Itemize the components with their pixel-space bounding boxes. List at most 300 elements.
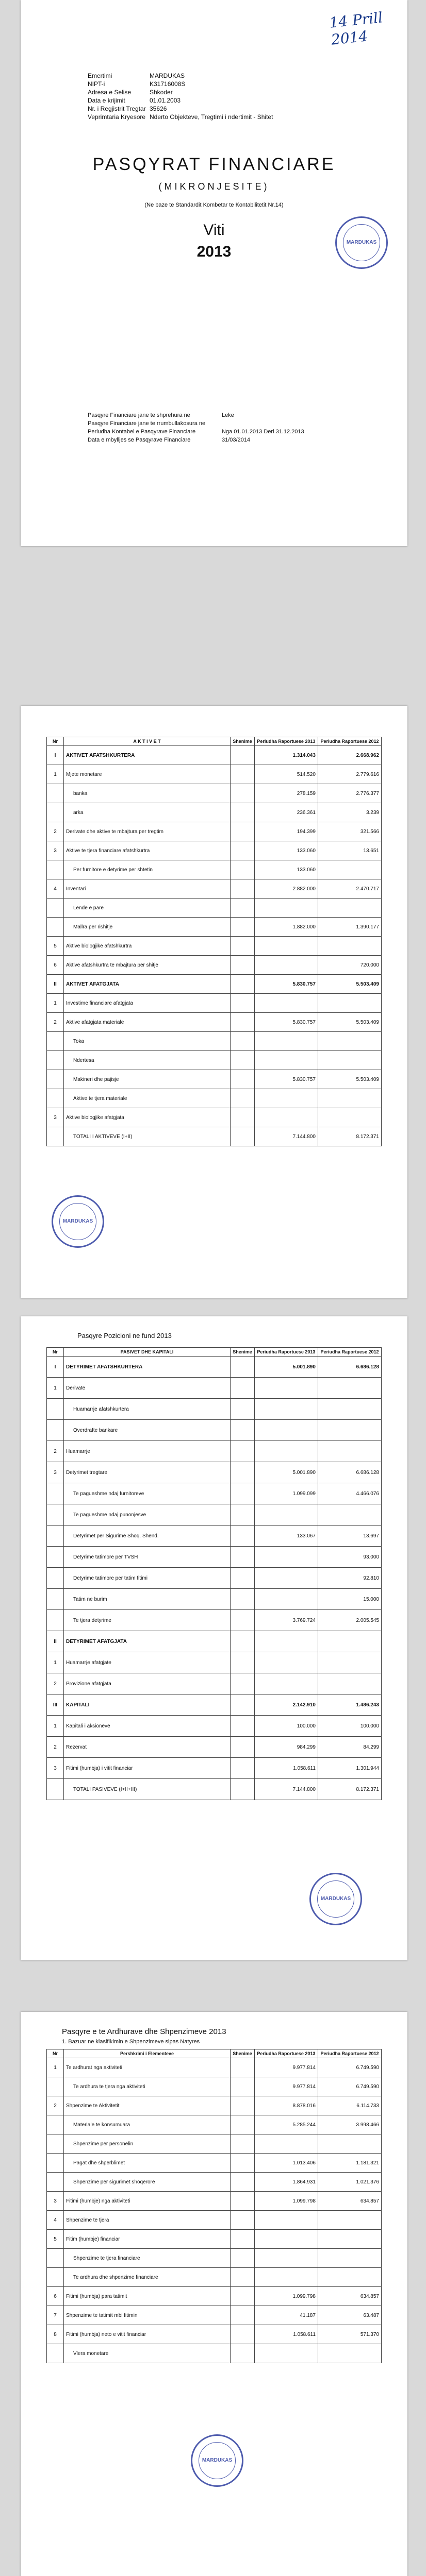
company-field-key: NIPT-i bbox=[88, 80, 105, 88]
table-cell bbox=[318, 2249, 381, 2268]
table-cell: 8.172.371 bbox=[318, 1127, 381, 1146]
column-header: Shenime bbox=[231, 2049, 255, 2058]
table-cell bbox=[47, 1127, 64, 1146]
column-header: Periudha Raportuese 2012 bbox=[318, 2049, 381, 2058]
table-row bbox=[47, 2287, 382, 2306]
table-cell: Derivate dhe aktive te mbajtura per tregtim bbox=[64, 822, 231, 841]
handwritten-note: 14 Prill 2014 bbox=[328, 9, 384, 48]
table-cell: Te tjera detyrime bbox=[64, 1610, 231, 1631]
table-row bbox=[47, 860, 382, 879]
company-field-value: K31716008S bbox=[150, 80, 186, 88]
table-row bbox=[47, 1737, 382, 1758]
table-cell bbox=[231, 2249, 255, 2268]
table-cell bbox=[254, 1568, 318, 1589]
table-cell bbox=[254, 1420, 318, 1441]
column-header: Periudha Raportuese 2013 bbox=[254, 2049, 318, 2058]
period-field-value: 31/03/2014 bbox=[222, 437, 251, 443]
table-cell: 100.000 bbox=[254, 1716, 318, 1737]
company-field-row bbox=[88, 72, 273, 80]
period-field-key: Pasqyre Financiare jane te rrumbullakosura ne bbox=[88, 420, 206, 427]
table-cell bbox=[318, 1108, 381, 1127]
table-cell: Mjete monetare bbox=[64, 765, 231, 784]
income-subcaption: 1. Bazuar ne klasifikimin e Shpenzimeve sipas Natyres bbox=[62, 2039, 200, 2045]
table-cell bbox=[231, 860, 255, 879]
table-cell: Fitimi (humbja) neto e vitit financiar bbox=[64, 2325, 231, 2344]
table-cell: 5.830.757 bbox=[254, 1070, 318, 1089]
table-cell bbox=[318, 899, 381, 918]
table-cell: arka bbox=[64, 803, 231, 822]
table-cell bbox=[231, 1716, 255, 1737]
table-cell bbox=[318, 1504, 381, 1526]
table-row bbox=[47, 841, 382, 860]
table-cell: 63.487 bbox=[318, 2306, 381, 2325]
table-cell bbox=[231, 1420, 255, 1441]
table-cell: 41.187 bbox=[254, 2306, 318, 2325]
document-title: PASQYRAT FINANCIARE bbox=[92, 155, 336, 174]
table-cell: Shpenzime te Aktivitetit bbox=[64, 2096, 231, 2115]
company-stamp: MARDUKAS bbox=[52, 1195, 104, 1248]
table-cell bbox=[231, 899, 255, 918]
table-row bbox=[47, 1399, 382, 1420]
table-cell: Shpenzime te tjera financiare bbox=[64, 2249, 231, 2268]
table-cell bbox=[318, 2344, 381, 2363]
table-cell bbox=[47, 1420, 64, 1441]
table-row bbox=[47, 1357, 382, 1378]
table-cell: Tatim ne burim bbox=[64, 1589, 231, 1610]
table-cell: 1.486.243 bbox=[318, 1694, 381, 1716]
company-stamp: MARDUKAS bbox=[309, 1873, 362, 1925]
company-field-row bbox=[88, 89, 273, 97]
table-cell bbox=[231, 994, 255, 1013]
table-cell bbox=[47, 1483, 64, 1504]
table-row bbox=[47, 2344, 382, 2363]
table-cell bbox=[231, 1357, 255, 1378]
table-cell bbox=[47, 1779, 64, 1800]
column-header: Periudha Raportuese 2013 bbox=[254, 737, 318, 746]
column-header: Shenime bbox=[231, 1348, 255, 1357]
table-cell bbox=[47, 2077, 64, 2096]
table-cell bbox=[47, 1547, 64, 1568]
table-cell: 1 bbox=[47, 1716, 64, 1737]
table-cell: 5 bbox=[47, 937, 64, 956]
table-cell bbox=[47, 2344, 64, 2363]
table-cell: 1.099.099 bbox=[254, 1483, 318, 1504]
table-row bbox=[47, 2192, 382, 2211]
table-cell: 1 bbox=[47, 1652, 64, 1673]
table-cell: Fitim (humbje) financiar bbox=[64, 2230, 231, 2249]
table-cell bbox=[231, 841, 255, 860]
table-cell: 3.769.724 bbox=[254, 1610, 318, 1631]
table-cell bbox=[318, 1399, 381, 1420]
balance-assets-page bbox=[21, 706, 407, 1298]
table-cell: Te ardhurat nga aktiviteti bbox=[64, 2058, 231, 2077]
table-cell bbox=[318, 2230, 381, 2249]
table-cell: Te ardhura dhe shpenzime financiare bbox=[64, 2268, 231, 2287]
table-cell bbox=[231, 975, 255, 994]
table-cell: Shpenzime te tatimit mbi fitimin bbox=[64, 2306, 231, 2325]
table-cell bbox=[254, 2268, 318, 2287]
period-info bbox=[88, 412, 304, 445]
table-row bbox=[47, 2230, 382, 2249]
table-cell: 4 bbox=[47, 879, 64, 899]
table-cell bbox=[231, 1127, 255, 1146]
table-row bbox=[47, 899, 382, 918]
table-cell: Investime financiare afatgjata bbox=[64, 994, 231, 1013]
table-cell bbox=[231, 2211, 255, 2230]
table-cell: 7 bbox=[47, 2306, 64, 2325]
table-cell bbox=[231, 2287, 255, 2306]
table-cell: 1.882.000 bbox=[254, 918, 318, 937]
table-cell: DETYRIMET AFATGJATA bbox=[64, 1631, 231, 1652]
table-row bbox=[47, 1568, 382, 1589]
table-row bbox=[47, 1127, 382, 1146]
table-row bbox=[47, 1526, 382, 1547]
table-cell bbox=[231, 2077, 255, 2096]
table-cell: Huamarrje afatshkurtera bbox=[64, 1399, 231, 1420]
table-cell: 13.697 bbox=[318, 1526, 381, 1547]
table-cell: 100.000 bbox=[318, 1716, 381, 1737]
table-cell bbox=[231, 1378, 255, 1399]
table-cell bbox=[254, 1378, 318, 1399]
table-cell bbox=[254, 899, 318, 918]
table-row bbox=[47, 803, 382, 822]
table-row bbox=[47, 1694, 382, 1716]
table-cell bbox=[254, 1673, 318, 1694]
table-cell: 5.503.409 bbox=[318, 975, 381, 994]
table-cell: 93.000 bbox=[318, 1547, 381, 1568]
table-cell bbox=[231, 2230, 255, 2249]
table-row bbox=[47, 1462, 382, 1483]
table-cell bbox=[47, 2115, 64, 2134]
table-cell: 2.470.717 bbox=[318, 879, 381, 899]
table-cell bbox=[47, 1051, 64, 1070]
table-cell: 6 bbox=[47, 2287, 64, 2306]
table-cell bbox=[231, 956, 255, 975]
table-cell bbox=[47, 803, 64, 822]
table-cell bbox=[318, 1089, 381, 1108]
assets-table bbox=[46, 737, 382, 1146]
table-cell bbox=[254, 2134, 318, 2154]
column-header: PASIVET DHE KAPITALI bbox=[64, 1348, 231, 1357]
table-cell: 236.361 bbox=[254, 803, 318, 822]
table-row bbox=[47, 1610, 382, 1631]
table-row bbox=[47, 2268, 382, 2287]
table-cell: Overdrafte bankare bbox=[64, 1420, 231, 1441]
table-row bbox=[47, 2211, 382, 2230]
table-header-row bbox=[47, 2049, 382, 2058]
balance-liabilities-page bbox=[21, 1316, 407, 1960]
table-row bbox=[47, 784, 382, 803]
table-cell: 2.668.962 bbox=[318, 746, 381, 765]
table-cell: 194.399 bbox=[254, 822, 318, 841]
table-cell bbox=[231, 879, 255, 899]
table-cell: 2.142.910 bbox=[254, 1694, 318, 1716]
table-cell: Shpenzime per sigurimet shoqerore bbox=[64, 2173, 231, 2192]
table-cell bbox=[318, 1631, 381, 1652]
table-cell: banka bbox=[64, 784, 231, 803]
table-cell: 7.144.800 bbox=[254, 1779, 318, 1800]
table-cell: 133.060 bbox=[254, 860, 318, 879]
table-row bbox=[47, 975, 382, 994]
company-field-key: Emertimi bbox=[88, 72, 112, 79]
table-row bbox=[47, 1673, 382, 1694]
table-cell: Fitimi (humbje) nga aktiviteti bbox=[64, 2192, 231, 2211]
table-cell bbox=[47, 784, 64, 803]
table-cell: 92.810 bbox=[318, 1568, 381, 1589]
table-cell bbox=[254, 994, 318, 1013]
table-cell: AKTIVET AFATSHKURTERA bbox=[64, 746, 231, 765]
table-row bbox=[47, 956, 382, 975]
table-row bbox=[47, 1441, 382, 1462]
liabilities-table bbox=[46, 1347, 382, 1800]
table-cell: 5 bbox=[47, 2230, 64, 2249]
table-cell: 3.239 bbox=[318, 803, 381, 822]
table-cell: 133.060 bbox=[254, 841, 318, 860]
table-cell bbox=[231, 937, 255, 956]
table-cell: 2 bbox=[47, 2096, 64, 2115]
table-cell bbox=[47, 2134, 64, 2154]
table-cell bbox=[254, 956, 318, 975]
table-cell: 3 bbox=[47, 2192, 64, 2211]
table-cell bbox=[318, 994, 381, 1013]
income-statement-page bbox=[21, 2012, 407, 2576]
table-row bbox=[47, 1420, 382, 1441]
table-cell: 634.857 bbox=[318, 2192, 381, 2211]
company-info bbox=[88, 72, 273, 122]
table-cell: Detyrime tatimore per TVSH bbox=[64, 1547, 231, 1568]
table-row bbox=[47, 2325, 382, 2344]
table-header-row bbox=[47, 737, 382, 746]
table-cell: 1 bbox=[47, 765, 64, 784]
company-field-row bbox=[88, 80, 273, 89]
table-cell bbox=[231, 1441, 255, 1462]
table-cell: Shpenzime per personelin bbox=[64, 2134, 231, 2154]
table-cell bbox=[231, 746, 255, 765]
table-cell: 1.864.931 bbox=[254, 2173, 318, 2192]
table-cell bbox=[231, 1589, 255, 1610]
table-cell bbox=[318, 1441, 381, 1462]
table-cell bbox=[318, 2268, 381, 2287]
table-cell: 3 bbox=[47, 1462, 64, 1483]
table-cell: 2 bbox=[47, 1441, 64, 1462]
table-cell bbox=[254, 1051, 318, 1070]
table-header-row bbox=[47, 1348, 382, 1357]
table-cell bbox=[231, 2325, 255, 2344]
company-field-value: Shkoder bbox=[150, 89, 173, 96]
table-cell bbox=[254, 1504, 318, 1526]
table-cell: 1.099.798 bbox=[254, 2287, 318, 2306]
table-cell bbox=[254, 937, 318, 956]
table-cell bbox=[231, 2173, 255, 2192]
table-cell bbox=[318, 1420, 381, 1441]
table-row bbox=[47, 746, 382, 765]
table-cell bbox=[231, 1568, 255, 1589]
table-cell: 4.466.076 bbox=[318, 1483, 381, 1504]
table-cell bbox=[231, 1483, 255, 1504]
table-cell: 2.776.377 bbox=[318, 784, 381, 803]
table-row bbox=[47, 1089, 382, 1108]
table-cell bbox=[47, 1399, 64, 1420]
table-cell bbox=[231, 784, 255, 803]
table-cell: Detyrimet per Sigurime Shoq. Shend. bbox=[64, 1526, 231, 1547]
column-header: Periudha Raportuese 2013 bbox=[254, 1348, 318, 1357]
table-row bbox=[47, 822, 382, 841]
table-cell: Fitimi (humbja) para tatimit bbox=[64, 2287, 231, 2306]
table-cell: Aktive te tjera financiare afatshkurtra bbox=[64, 841, 231, 860]
table-row bbox=[47, 1108, 382, 1127]
table-cell bbox=[231, 1032, 255, 1051]
table-cell bbox=[318, 2134, 381, 2154]
table-cell: 2 bbox=[47, 1013, 64, 1032]
table-row bbox=[47, 1652, 382, 1673]
table-row bbox=[47, 1504, 382, 1526]
table-cell: 2.005.545 bbox=[318, 1610, 381, 1631]
table-cell: Detyrimet tregtare bbox=[64, 1462, 231, 1483]
table-cell: 3 bbox=[47, 1758, 64, 1779]
period-field-key: Periudha Kontabel e Pasqyrave Financiare bbox=[88, 429, 196, 435]
table-cell bbox=[318, 860, 381, 879]
table-cell: 5.830.757 bbox=[254, 1013, 318, 1032]
table-cell: DETYRIMET AFATSHKURTERA bbox=[64, 1357, 231, 1378]
table-cell: Aktive afatshkurtra te mbajtura per shitje bbox=[64, 956, 231, 975]
year-label: Viti bbox=[203, 222, 225, 239]
table-cell: 1.058.611 bbox=[254, 1758, 318, 1779]
table-cell: 13.651 bbox=[318, 841, 381, 860]
table-cell bbox=[47, 1504, 64, 1526]
table-cell bbox=[231, 1108, 255, 1127]
table-cell: Te pagueshme ndaj punonjesve bbox=[64, 1504, 231, 1526]
table-cell: KAPITALI bbox=[64, 1694, 231, 1716]
table-cell: 3.998.466 bbox=[318, 2115, 381, 2134]
table-cell bbox=[318, 2211, 381, 2230]
period-field-value: Leke bbox=[222, 412, 234, 418]
table-cell: Aktive te tjera materiale bbox=[64, 1089, 231, 1108]
table-cell: Toka bbox=[64, 1032, 231, 1051]
document-subtitle: (MIKRONJESITE) bbox=[158, 181, 270, 192]
table-cell bbox=[47, 2173, 64, 2192]
table-cell: III bbox=[47, 1694, 64, 1716]
company-field-value: MARDUKAS bbox=[150, 72, 185, 79]
table-cell: TOTALI PASIVEVE (I+II+III) bbox=[64, 1779, 231, 1800]
table-cell: Provizione afatgjata bbox=[64, 1673, 231, 1694]
table-row bbox=[47, 765, 382, 784]
table-cell: 6.749.590 bbox=[318, 2058, 381, 2077]
table-cell bbox=[231, 2192, 255, 2211]
period-field-row bbox=[88, 437, 304, 445]
table-cell bbox=[231, 803, 255, 822]
table-cell bbox=[318, 937, 381, 956]
table-cell bbox=[231, 1673, 255, 1694]
company-field-key: Nr. i Regjistrit Tregtar bbox=[88, 105, 146, 112]
table-cell: 5.285.244 bbox=[254, 2115, 318, 2134]
table-row bbox=[47, 1378, 382, 1399]
table-row bbox=[47, 1051, 382, 1070]
table-cell bbox=[47, 1589, 64, 1610]
table-row bbox=[47, 2154, 382, 2173]
table-cell bbox=[254, 1547, 318, 1568]
table-cell bbox=[47, 1070, 64, 1089]
table-cell bbox=[231, 1694, 255, 1716]
table-cell: TOTALI I AKTIVEVE (I+II) bbox=[64, 1127, 231, 1146]
table-cell: 634.857 bbox=[318, 2287, 381, 2306]
table-cell: Per furnitore e detyrime per shtetin bbox=[64, 860, 231, 879]
table-cell: I bbox=[47, 746, 64, 765]
column-header: Nr bbox=[47, 2049, 64, 2058]
table-cell bbox=[47, 860, 64, 879]
table-cell: 1.181.321 bbox=[318, 2154, 381, 2173]
cover-page bbox=[21, 0, 407, 546]
table-cell bbox=[231, 2134, 255, 2154]
period-field-row bbox=[88, 420, 304, 429]
table-cell: 3 bbox=[47, 841, 64, 860]
table-cell: 2.779.616 bbox=[318, 765, 381, 784]
table-cell bbox=[47, 2154, 64, 2173]
table-cell bbox=[231, 1779, 255, 1800]
table-cell bbox=[231, 1631, 255, 1652]
column-header: Nr bbox=[47, 1348, 64, 1357]
table-cell: Inventari bbox=[64, 879, 231, 899]
table-cell: Shpenzime te tjera bbox=[64, 2211, 231, 2230]
table-row bbox=[47, 994, 382, 1013]
table-cell bbox=[231, 2344, 255, 2363]
table-cell bbox=[254, 2211, 318, 2230]
table-cell bbox=[231, 1737, 255, 1758]
table-row bbox=[47, 937, 382, 956]
table-cell bbox=[254, 1399, 318, 1420]
table-cell bbox=[47, 1032, 64, 1051]
column-header: Periudha Raportuese 2012 bbox=[318, 1348, 381, 1357]
table-cell: 9.977.814 bbox=[254, 2058, 318, 2077]
table-cell: 5.830.757 bbox=[254, 975, 318, 994]
table-cell bbox=[231, 1070, 255, 1089]
table-cell bbox=[231, 1610, 255, 1631]
table-cell: 6.686.128 bbox=[318, 1462, 381, 1483]
table-cell: Mallra per rishitje bbox=[64, 918, 231, 937]
table-row bbox=[47, 2134, 382, 2154]
table-cell bbox=[47, 1610, 64, 1631]
table-cell: 8 bbox=[47, 2325, 64, 2344]
table-row bbox=[47, 2249, 382, 2268]
table-cell bbox=[231, 1526, 255, 1547]
table-cell: Detyrime tatimore per tatim fitimi bbox=[64, 1568, 231, 1589]
period-field-row bbox=[88, 429, 304, 437]
table-cell bbox=[231, 1462, 255, 1483]
table-cell bbox=[254, 1089, 318, 1108]
table-cell: Kapitali i aksioneve bbox=[64, 1716, 231, 1737]
table-cell: 2.882.000 bbox=[254, 879, 318, 899]
table-row bbox=[47, 2173, 382, 2192]
table-cell: Huamarrje bbox=[64, 1441, 231, 1462]
table-cell bbox=[231, 1013, 255, 1032]
table-cell: II bbox=[47, 1631, 64, 1652]
company-field-key: Adresa e Selise bbox=[88, 89, 132, 96]
table-cell: Rezervat bbox=[64, 1737, 231, 1758]
table-cell: 8.172.371 bbox=[318, 1779, 381, 1800]
table-cell: 5.503.409 bbox=[318, 1013, 381, 1032]
table-cell bbox=[47, 1568, 64, 1589]
table-cell bbox=[318, 1032, 381, 1051]
table-cell: 6.114.733 bbox=[318, 2096, 381, 2115]
table-cell bbox=[47, 1526, 64, 1547]
table-cell bbox=[318, 1652, 381, 1673]
table-cell bbox=[254, 1108, 318, 1127]
table-row bbox=[47, 1013, 382, 1032]
table-cell: 8.878.016 bbox=[254, 2096, 318, 2115]
table-cell: 2 bbox=[47, 822, 64, 841]
table-row bbox=[47, 1070, 382, 1089]
table-cell: 5.001.890 bbox=[254, 1462, 318, 1483]
table-cell: Derivate bbox=[64, 1378, 231, 1399]
